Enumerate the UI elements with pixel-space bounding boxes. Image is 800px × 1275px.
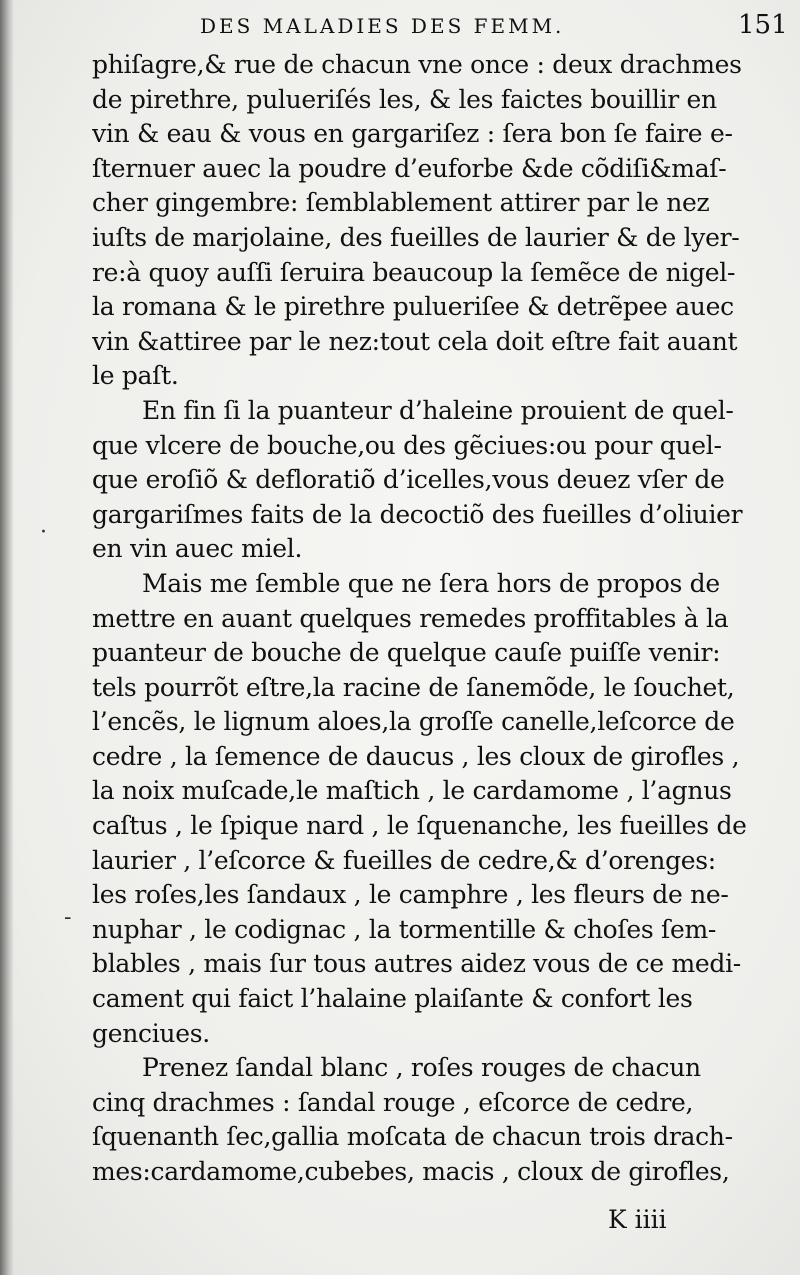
text-line: l’encẽs, le lignum aloes,la groſſe canelle,leſcorce de xyxy=(92,707,735,737)
text-line: cament qui faict l’halaine plaiſante & confort les xyxy=(92,984,693,1014)
body-text xyxy=(92,48,792,1190)
signature-mark: K iiii xyxy=(608,1205,667,1234)
text-line: blables , mais ſur tous autres aidez vous de ce medi- xyxy=(92,949,741,979)
text-line: caſtus , le ſpique nard , le ſquenanche, les fueilles de xyxy=(92,811,747,841)
text-line: les roſes,les ſandaux , le camphre , les fleurs de ne- xyxy=(92,880,729,910)
page-gutter-shadow xyxy=(0,0,14,1275)
text-line: que vlcere de bouche,ou des gẽciues:ou pour quel- xyxy=(92,430,722,460)
text-line: ſternuer auec la poudre d’euforbe &de cõdiſi&maſ- xyxy=(92,153,727,183)
running-title: DES MALADIES DES FEMM. xyxy=(200,14,565,38)
text-line: la noix muſcade,le maſtich , le cardamome , l’agnus xyxy=(92,776,732,806)
text-line: mes:cardamome,cubebes, macis , cloux de girofles, xyxy=(92,1157,730,1186)
text-line: genciues. xyxy=(92,1018,210,1048)
text-line: puanteur de bouche de quelque cauſe puiſſe venir: xyxy=(92,638,721,668)
text-line: cinq drachmes : ſandal rouge , eſcorce de cedre, xyxy=(92,1087,694,1117)
text-line: nuphar , le codignac , la tormentille & choſes ſem- xyxy=(92,914,716,944)
text-line: en vin auec miel. xyxy=(92,534,303,564)
text-line: que eroſiõ & defloratiõ d’icelles,vous deuez vſer de xyxy=(92,465,725,495)
text-line: cedre , la ſemence de daucus , les cloux de girofles , xyxy=(92,741,740,771)
text-line: tels pourrõt eſtre,la racine de ſanemõde, le ſouchet, xyxy=(92,672,735,702)
text-line: vin &attiree par le nez:tout cela doit eſtre fait auant xyxy=(92,326,738,356)
text-line: le paſt. xyxy=(92,361,179,391)
text-line: iuſts de marjolaine, des fueilles de laurier & de lyer- xyxy=(92,222,740,252)
text-line: gargariſmes faits de la decoctiõ des fueilles d’oliuier xyxy=(92,499,743,529)
paragraph-start-line: Mais me ſemble que ne ſera hors de propos de xyxy=(142,568,720,598)
text-line: phiſagre,& rue de chacun vne once : deux drachmes xyxy=(92,50,742,79)
text-line: mettre en auant quelques remedes proffitables à la xyxy=(92,603,729,633)
paragraph-start-line: Prenez ſandal blanc , roſes rouges de chacun xyxy=(142,1053,701,1083)
ink-speck: - xyxy=(64,905,72,930)
text-line: la romana & le pirethre pulueriſee & detrẽpee auec xyxy=(92,292,734,322)
text-line: cher gingembre: ſemblablement attirer par le nez xyxy=(92,188,710,218)
text-line: vin & eau & vous en gargariſez : ſera bon ſe faire e- xyxy=(92,119,733,149)
paragraph-start-line: En fin ſi la puanteur d’haleine prouient de quel- xyxy=(142,395,734,425)
text-line: re:à quoy auſſi ſeruira beaucoup la ſemẽce de nigel- xyxy=(92,257,736,287)
text-line: ſquenanth ſec,gallia moſcata de chacun trois drach- xyxy=(92,1122,733,1152)
page-number: 151 xyxy=(738,10,788,40)
ink-speck: · xyxy=(40,520,47,545)
text-line: de pirethre, pulueriſés les, & les faictes bouillir en xyxy=(92,84,717,114)
text-line: laurier , l’eſcorce & fueilles de cedre,& d’orenges: xyxy=(92,845,716,875)
